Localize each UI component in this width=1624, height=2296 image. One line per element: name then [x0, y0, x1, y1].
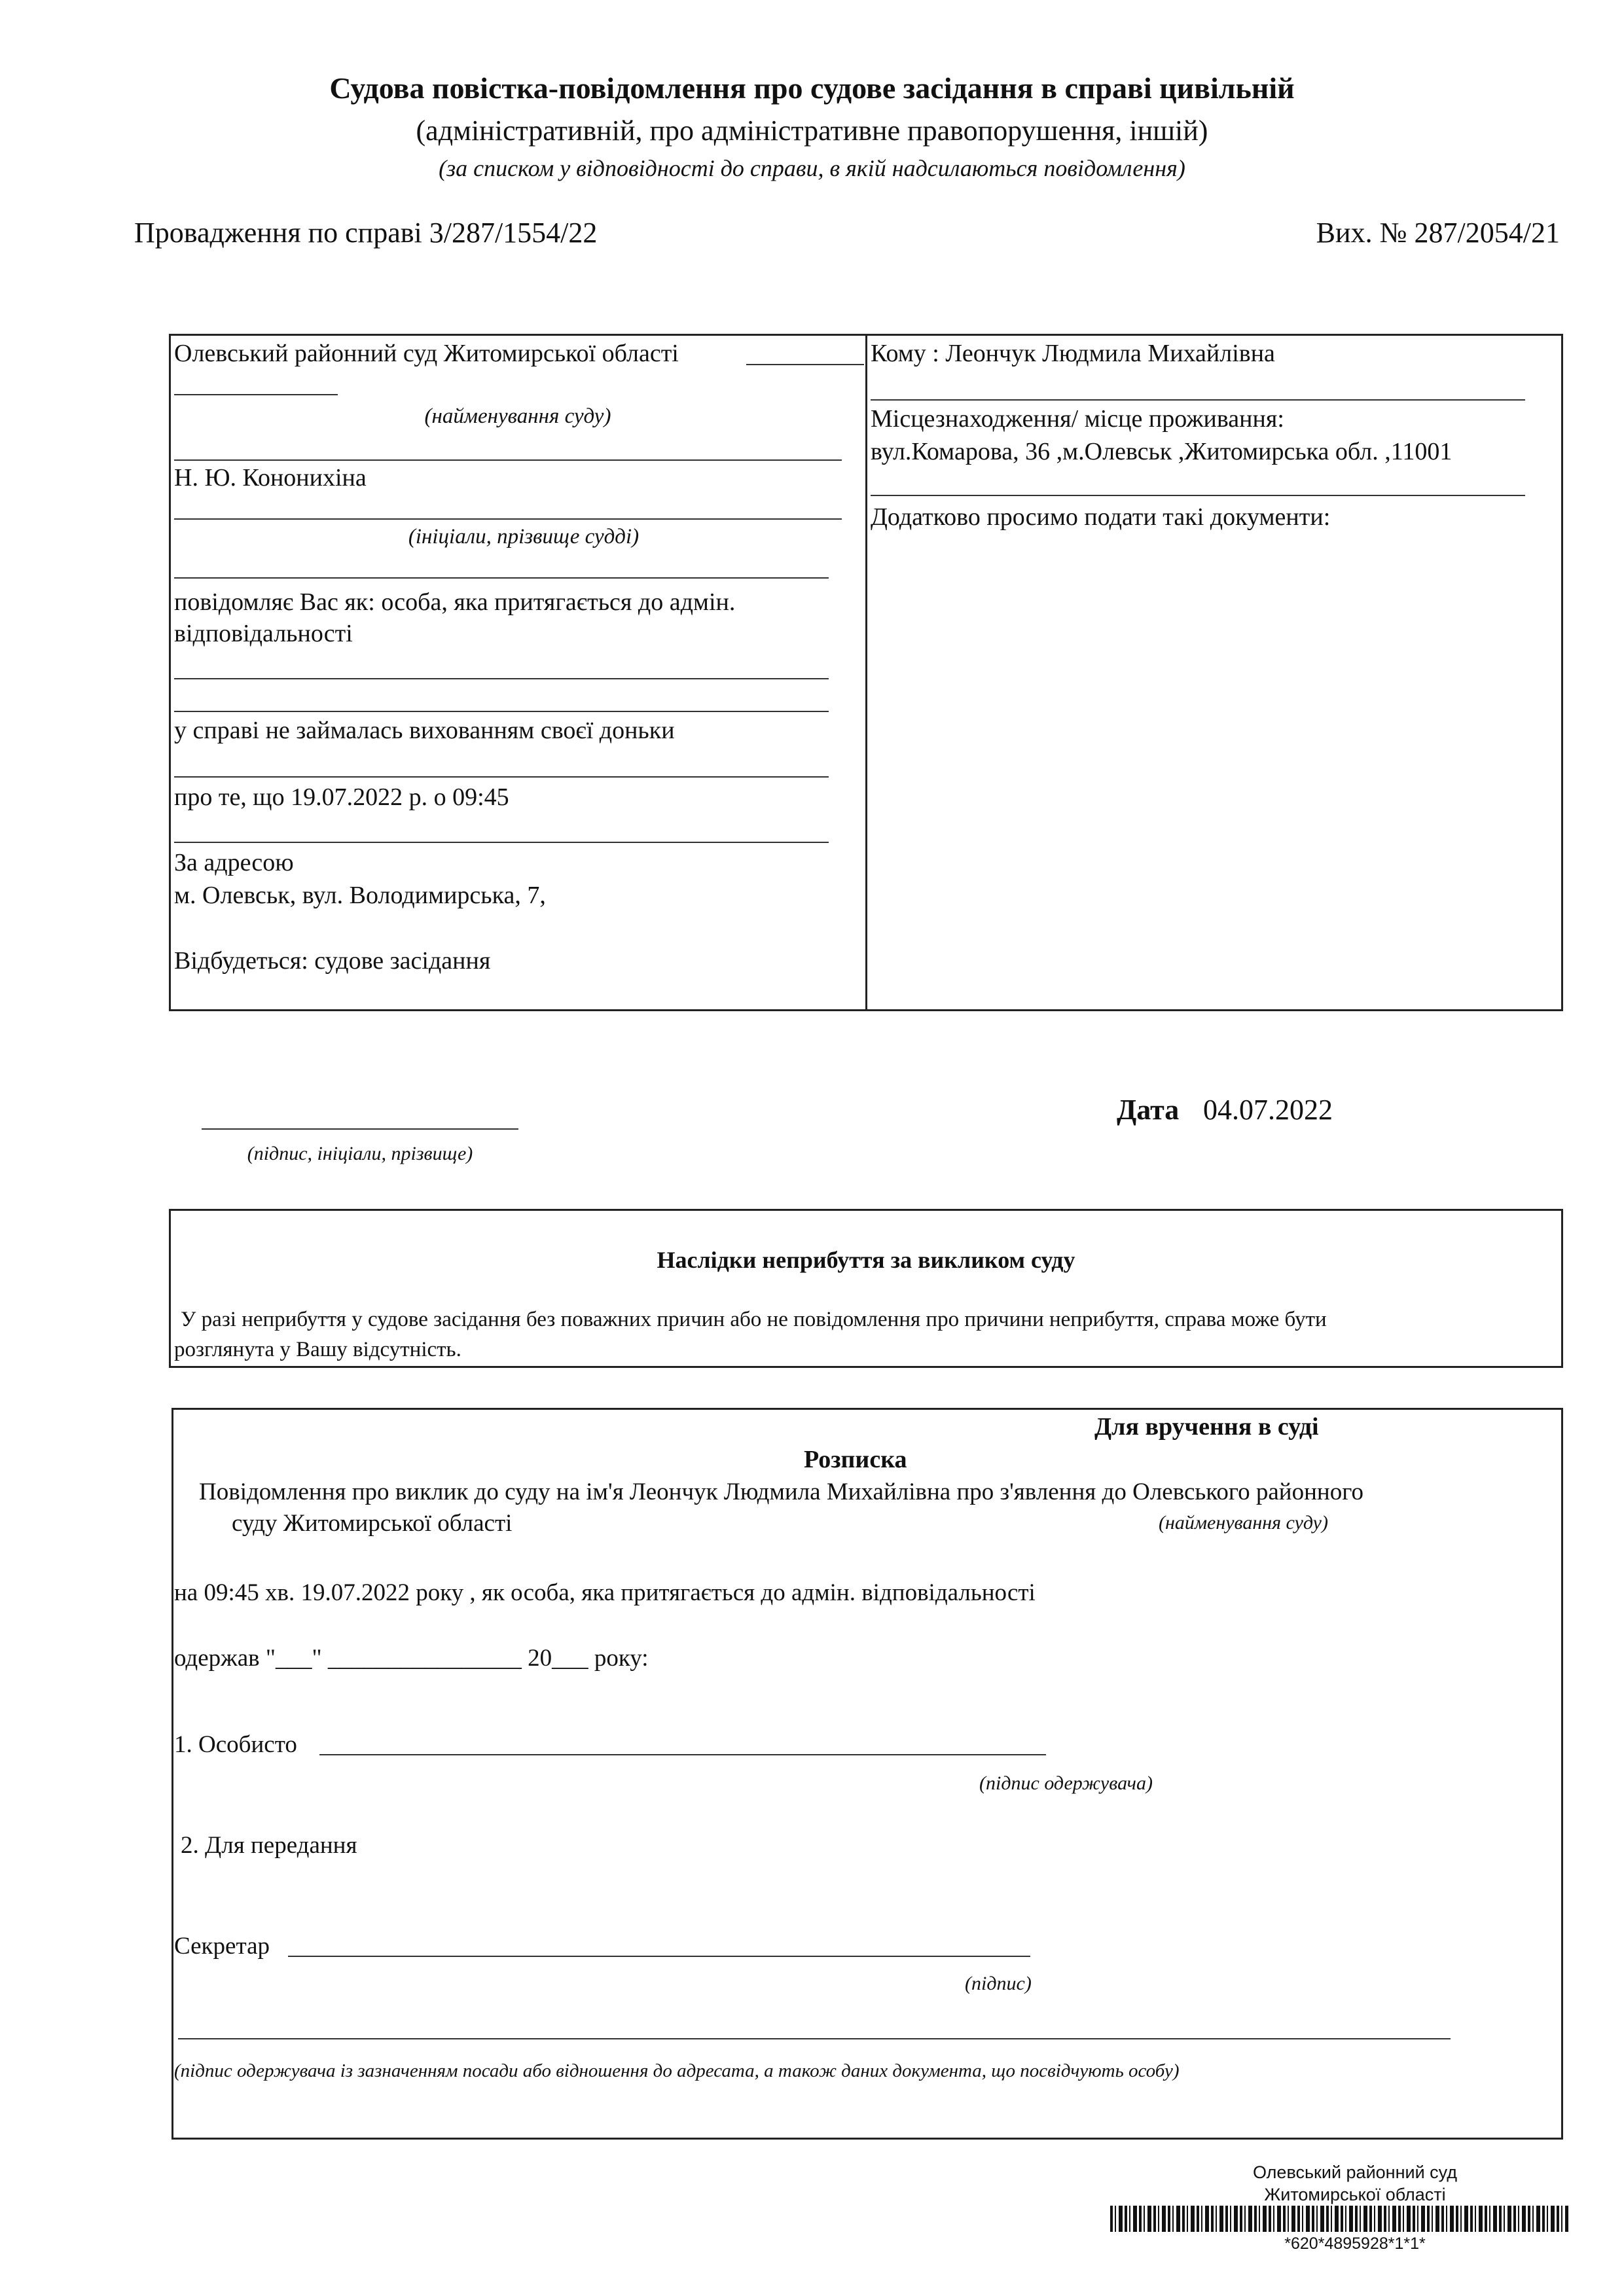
- court-line: [746, 364, 864, 365]
- case-subject: у справі не займалась вихованням своєї доньки: [174, 717, 675, 744]
- hearing-datetime: про те, що 19.07.2022 р. о 09:45: [174, 783, 509, 811]
- court-name-label: (найменування суду): [424, 404, 611, 428]
- consequences-title: Наслідки неприбуття за викликом суду: [657, 1247, 1075, 1273]
- personally-label: 1. Особисто: [174, 1731, 297, 1758]
- notifies-as-line1: повідомляє Вас як: особа, яка притягається до адмін.: [174, 588, 736, 616]
- document-title: Судова повістка-повідомлення про судове засідання в справі цивільній: [329, 71, 1295, 105]
- personal-signature-line: [319, 1754, 1046, 1755]
- secretary-signature-line: [288, 1956, 1030, 1957]
- receipt-court-label: (найменування суду): [1159, 1512, 1328, 1534]
- event-type: Відбудеться: судове засідання: [174, 947, 491, 975]
- court-name: Олевський районний суд Житомирської області: [174, 340, 679, 367]
- transfer-label: 2. Для передання: [181, 1832, 357, 1859]
- recipient-signature-label: (підпис одержувача): [979, 1772, 1153, 1794]
- receipt-title: Розписка: [804, 1446, 907, 1473]
- divider-line: [174, 776, 829, 778]
- recipient-address: вул.Комарова, 36 ,м.Олевськ ,Житомирська обл. ,11001: [871, 438, 1453, 465]
- document-subtitle: (адміністративній, про адміністративне правопорушення, іншій): [416, 115, 1208, 147]
- court-stamp-line1: Олевський районний суд: [1252, 2162, 1458, 2182]
- notifies-as-line2: відповідальності: [174, 620, 353, 647]
- secretary-sign-label: (підпис): [965, 1973, 1032, 1994]
- proceeding-number: Провадження по справі 3/287/1554/22: [134, 217, 598, 249]
- divider-line: [174, 842, 829, 843]
- divider-line: [174, 577, 829, 579]
- date-value: 04.07.2022: [1203, 1094, 1333, 1126]
- consequences-text-line2: розглянута у Вашу відсутність.: [174, 1338, 461, 1361]
- receipt-line2: суду Житомирської області: [232, 1510, 513, 1537]
- recipient-name: Кому : Леончук Людмила Михайлівна: [871, 340, 1275, 367]
- court-line-2: [174, 394, 338, 395]
- consequences-text-line1: У разі неприбуття у судове засідання без поважних причин або не повідомлення про причини неприбуття, справа може бути: [181, 1308, 1327, 1331]
- judge-label: (ініціали, прізвище судді): [408, 525, 640, 548]
- documents-request: Додатково просимо подати такі документи:: [871, 503, 1331, 531]
- for-court-delivery: Для вручення в суді: [1094, 1413, 1319, 1441]
- signature-label: (підпис, ініціали, прізвище): [247, 1143, 473, 1164]
- location-label: Місцезнаходження/ місце проживання:: [871, 405, 1284, 433]
- secretary-label: Секретар: [174, 1933, 270, 1960]
- document-note: (за списком у відповідності до справи, в якій надсилаються повідомлення): [439, 155, 1185, 181]
- column-divider: [865, 334, 867, 1011]
- address-label: За адресою: [174, 849, 294, 876]
- recipient-id-note: (підпис одержувача із зазначенням посади або відношення до адресата, а також даних документа, що посвідчують особу): [174, 2060, 1180, 2081]
- divider-line: [174, 518, 842, 520]
- date-label: Дата: [1117, 1094, 1180, 1126]
- signature-line: [202, 1128, 518, 1130]
- barcode: [1110, 2206, 1568, 2232]
- receipt-line1: Повідомлення про виклик до суду на ім'я Леончук Людмила Михайлівна про з'явлення до Олевського районного: [199, 1479, 1363, 1505]
- outgoing-number: Вих. № 287/2054/21: [1316, 217, 1560, 249]
- court-address: м. Олевськ, вул. Володимирська, 7,: [174, 882, 546, 909]
- court-stamp-line2: Житомирської області: [1264, 2185, 1446, 2204]
- receipt-time: на 09:45 хв. 19.07.2022 року , як особа, яка притягається до адмін. відповідальності: [174, 1579, 1036, 1606]
- recipient-id-line: [178, 2038, 1451, 2039]
- divider-line: [871, 399, 1525, 401]
- divider-line: [174, 678, 829, 679]
- judge-name: Н. Ю. Кононихіна: [174, 464, 367, 492]
- received-date: одержав "___" ________________ 20___ року:: [174, 1645, 649, 1672]
- divider-line: [174, 459, 842, 461]
- divider-line: [174, 711, 829, 712]
- barcode-number: *620*4895928*1*1*: [1284, 2234, 1426, 2253]
- divider-line: [871, 495, 1525, 496]
